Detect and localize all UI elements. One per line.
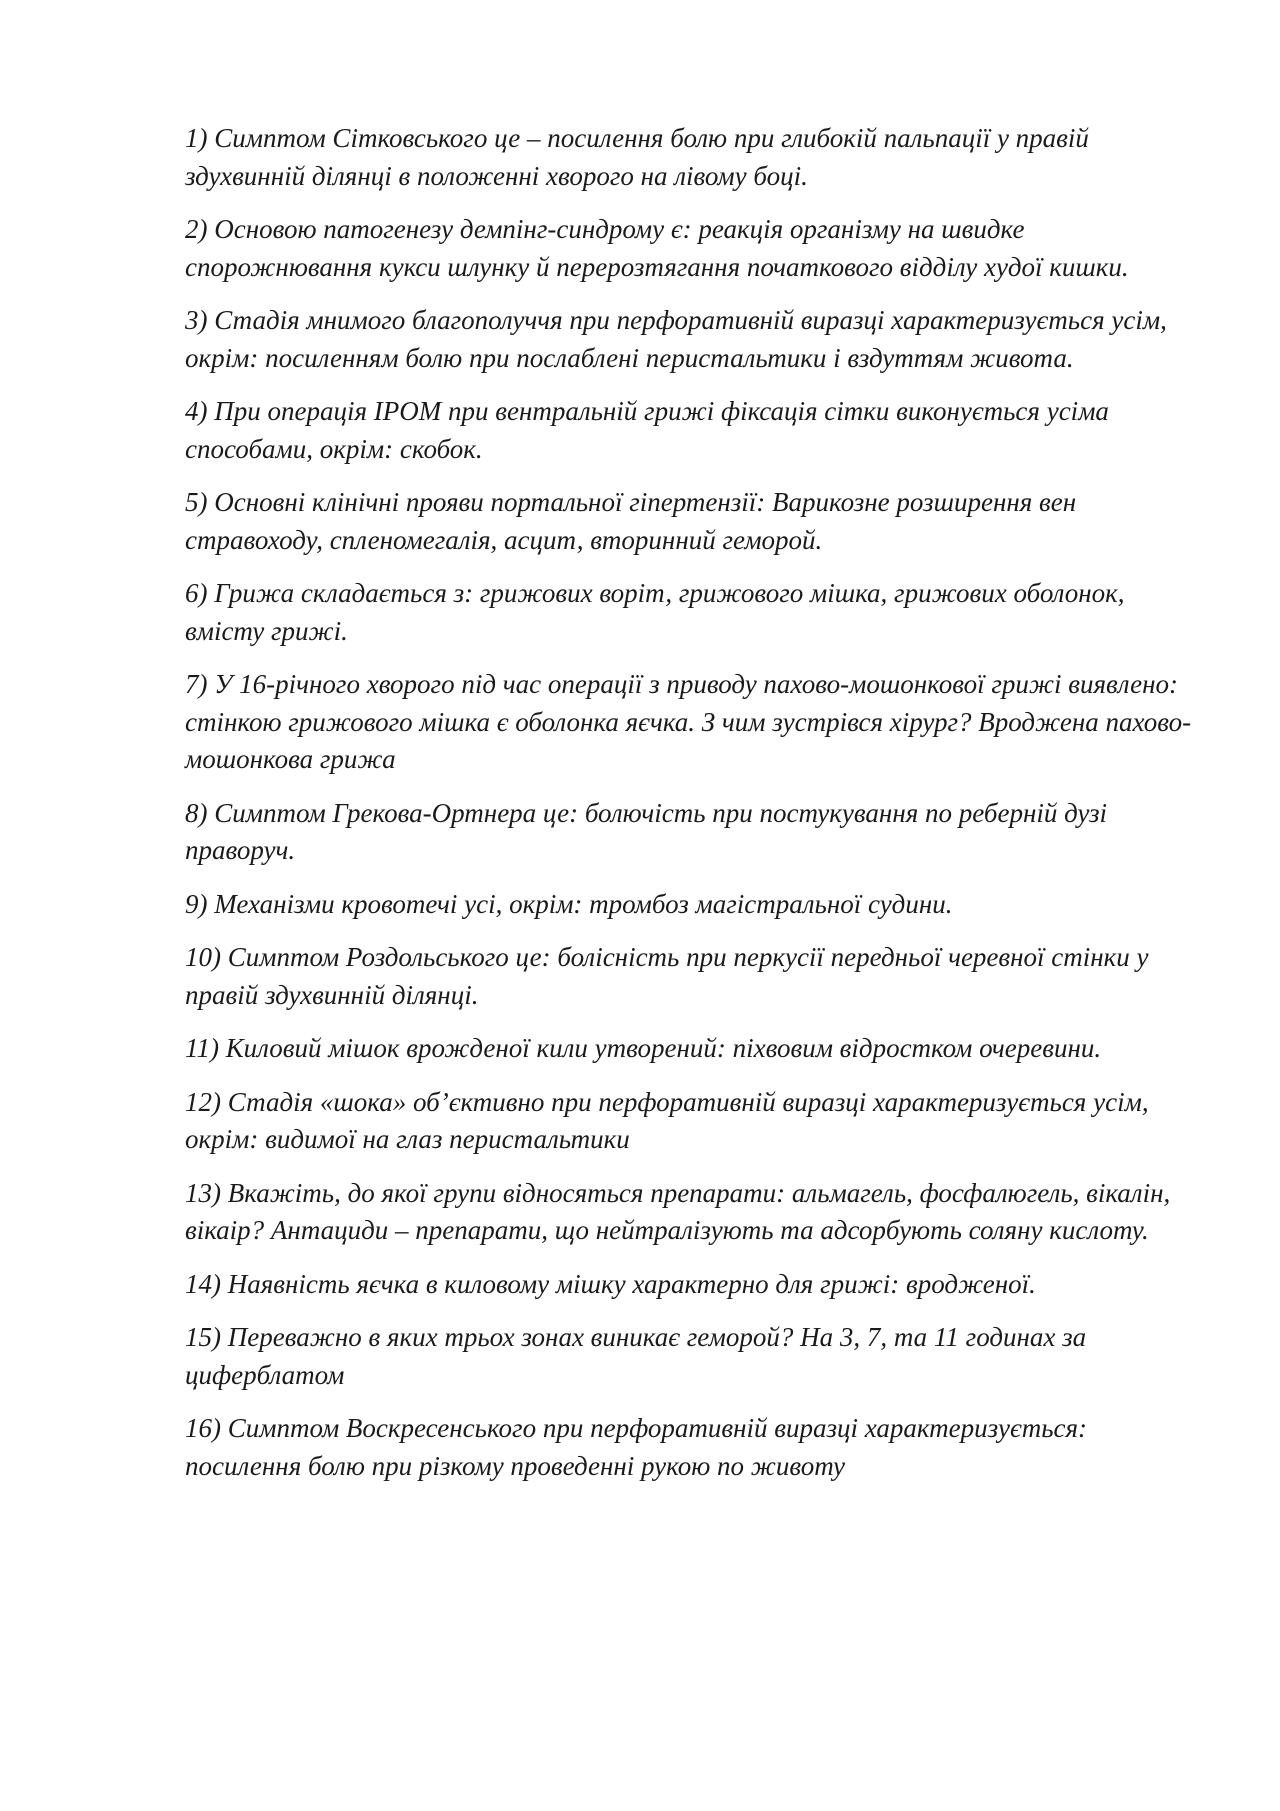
- list-item: 15) Переважно в яких трьох зонах виникає геморой? На 3, 7, та 11 годинах за циферблатом: [185, 1322, 1087, 1390]
- list-item: 16) Симптом Воскресенського при перфоративній виразці характеризується: посилення болю при різкому проведенні рукою по животу: [185, 1413, 1088, 1481]
- list-item: 4) При операція IPOM при вентральній грижі фіксація сітки виконується усіма способами, окрім: скобок.: [185, 396, 1109, 464]
- list-item: 5) Основні клінічні прояви портальної гіпертензії: Варикозне розширення вен стравоходу, спленомегалія, асцит, вторинний геморой.: [185, 487, 1077, 555]
- list-item: 13) Вкажіть, до якої групи відносяться препарати: альмагель, фосфалюгель, вікалін, вікаір? Антациди – препарати, що нейтралізують та адсорбують соляну кислоту.: [185, 1177, 1171, 1245]
- list-item: 2) Основою патогенезу демпінг-синдрому є: реакція організму на швидке спорожнювання кукси шлунку й перерозтягання початкового відділу худої кишки.: [185, 214, 1129, 282]
- list-item: 8) Симптом Грекова-Ортнера це: болючість при постукування по реберній дузі праворуч.: [185, 797, 1108, 865]
- list-item: 3) Стадія мнимого благополуччя при перфоративній виразці характеризується усім, окрім: посиленням болю при послаблені перистальтики і вздуттям живота.: [185, 305, 1167, 373]
- list-item: 11) Киловий мішок врожденої кили утворений: піхвовим відростком очеревини.: [185, 1033, 1102, 1063]
- list-item: 1) Симптом Сітковського це – посилення болю при глибокій пальпації у правій здухвинній ділянці в положенні хворого на лівому боці.: [185, 123, 1089, 191]
- list-item: 10) Симптом Роздольського це: болісність при перкусії передньої черевної стінки у правій здухвинній ділянці.: [185, 942, 1149, 1010]
- list-item: 9) Механізми кровотечі усі, окрім: тромбоз магістральної судини.: [185, 888, 953, 919]
- document-content: [185, 120, 1195, 1501]
- list-item: 7) У 16-річного хворого під час операції з приводу пахово-мошонкової грижі виявлено: стінкою грижового мішка є оболонка яєчка. З чим зустрівся хірург? Вроджена пахово-мошонкова грижа: [185, 669, 1192, 774]
- list-item: 12) Стадія «шока» об’єктивно при перфоративній виразці характеризується усім, окрім: видимої на глаз перистальтики: [185, 1086, 1149, 1154]
- list-item: 14) Наявність яєчка в киловому мішку характерно для грижі: вродженої.: [185, 1268, 1036, 1299]
- list-item: 6) Грижа складається з: грижових воріт, грижового мішка, грижових оболонок, вмісту грижі.: [185, 578, 1125, 646]
